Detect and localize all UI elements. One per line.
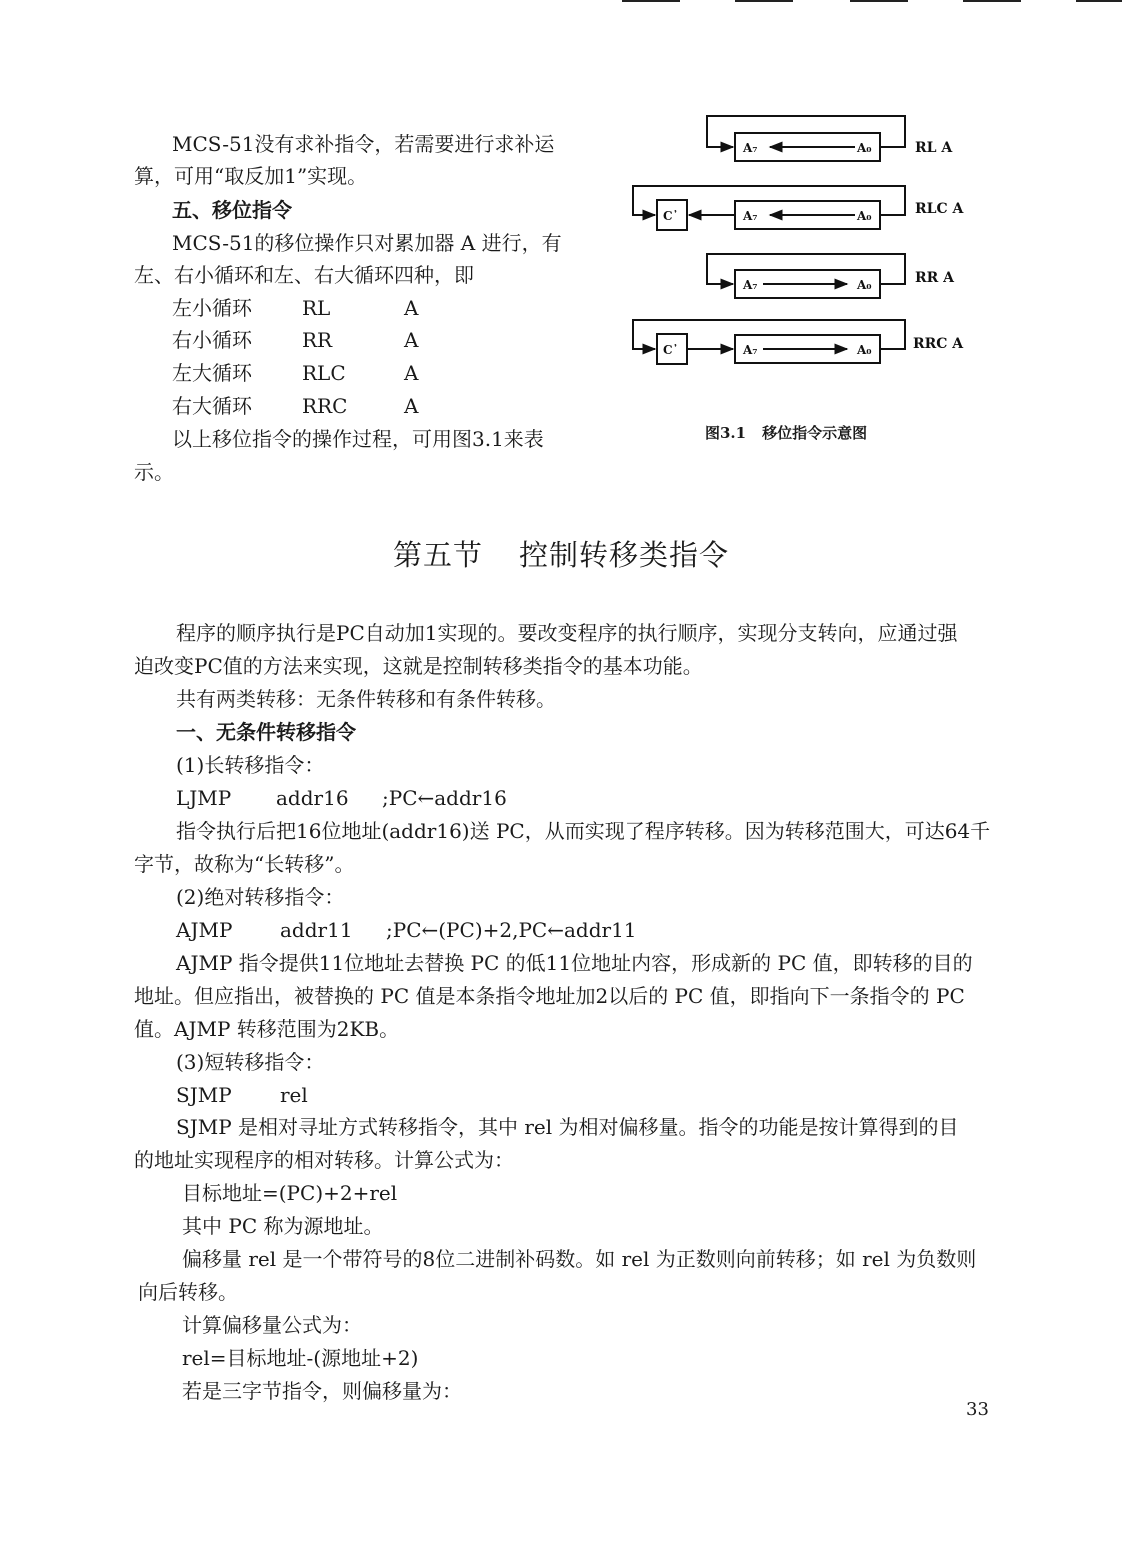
heading-shift-instructions: 五、移位指令 — [172, 198, 292, 222]
ajmp-desc-line2: 地址。但应指出，被替换的 PC 值是本条指令地址加2以后的 PC 值，即指向下一条指令的 PC — [134, 984, 965, 1008]
three-byte-text: 若是三字节指令，则偏移量为： — [182, 1379, 462, 1403]
rr-a7-label: A₇ — [743, 278, 758, 292]
rr-a0-label: A₀ — [857, 278, 872, 292]
shift-name: 右大循环 — [172, 394, 252, 418]
calc-title: 计算偏移量公式为： — [182, 1313, 362, 1337]
code-op: SJMP — [176, 1083, 232, 1107]
rl-loop-arrow — [707, 116, 905, 147]
section-title — [0, 533, 1122, 574]
sjmp-code — [176, 1081, 308, 1109]
rl-a7-label: A₇ — [743, 141, 758, 155]
top-edge-marks — [0, 0, 1122, 6]
ljmp-code — [176, 784, 507, 812]
shift-row-rl — [172, 294, 418, 322]
para-shift-line1: MCS-51的移位操作只对累加器 A 进行，有 — [172, 231, 562, 255]
ljmp-title: (1)长转移指令： — [176, 753, 325, 777]
para-figure-ref-line2: 示。 — [134, 460, 174, 484]
caption-number: 图3.1 — [705, 424, 747, 442]
intro-line2: 迫改变PC值的方法来实现，这就是控制转移类指令的基本功能。 — [134, 654, 703, 678]
shift-name: 右小循环 — [172, 328, 252, 352]
rr-op-label: RR A — [915, 270, 955, 286]
source-note: 其中 PC 称为源地址。 — [182, 1214, 384, 1238]
rrc-a0-label: A₀ — [857, 343, 872, 357]
shift-op: RRC — [302, 394, 348, 418]
code-op: AJMP — [176, 918, 233, 942]
rel-desc-line2: 向后转移。 — [138, 1280, 238, 1304]
formula-target: 目标地址=(PC)+2+rel — [182, 1181, 398, 1205]
code-operand: addr11 — [280, 918, 353, 942]
rlc-carry-label: C᾽ — [663, 209, 679, 223]
rl-op-label: RL A — [915, 140, 953, 156]
caption-text: 移位指令示意图 — [762, 424, 868, 442]
para-complement-line2: 算，可用“取反加1”实现。 — [134, 164, 368, 188]
para-figure-ref-line1: 以上移位指令的操作过程，可用图3.1来表 — [172, 427, 544, 451]
code-op: LJMP — [176, 786, 232, 810]
rel-desc-line1: 偏移量 rel 是一个带符号的8位二进制补码数。如 rel 为正数则向前转移；如 rel 为负数则 — [182, 1247, 977, 1271]
formula-rel: rel=目标地址-(源地址+2) — [182, 1346, 419, 1370]
shift-row-rrc — [172, 392, 418, 420]
rrc-a7-label: A₇ — [743, 343, 758, 357]
ajmp-desc-line3: 值。AJMP 转移范围为2KB。 — [134, 1017, 400, 1041]
rlc-a0-label: A₀ — [857, 209, 872, 223]
heading-unconditional: 一、无条件转移指令 — [176, 720, 356, 744]
sjmp-desc-line1: SJMP 是相对寻址方式转移指令，其中 rel 为相对偏移量。指令的功能是按计算得到的目 — [176, 1115, 959, 1139]
two-types-text: 共有两类转移：无条件转移和有条件转移。 — [176, 687, 556, 711]
code-comment: ;PC←(PC)+2,PC←addr11 — [386, 918, 637, 942]
para-shift-line2: 左、右小循环和左、右大循环四种，即 — [134, 263, 474, 287]
shift-op: RL — [302, 296, 331, 320]
rlc-op-label: RLC A — [915, 201, 964, 217]
shift-op: RLC — [302, 361, 346, 385]
shift-name: 左小循环 — [172, 296, 252, 320]
rl-a0-label: A₀ — [857, 141, 872, 155]
shift-arg: A — [404, 361, 419, 385]
code-operand: rel — [280, 1083, 308, 1107]
shift-arg: A — [404, 328, 419, 352]
shift-op: RR — [302, 328, 333, 352]
code-operand: addr16 — [276, 786, 349, 810]
para-complement-line1: MCS-51没有求补指令，若需要进行求补运 — [172, 132, 555, 156]
code-comment: ;PC←addr16 — [382, 786, 507, 810]
ajmp-desc-line1: AJMP 指令提供11位地址去替换 PC 的低11位地址内容，形成新的 PC 值，即转移的目的 — [176, 951, 973, 975]
shift-diagram — [625, 108, 985, 370]
sjmp-title: (3)短转移指令： — [176, 1050, 325, 1074]
shift-row-rr — [172, 326, 418, 354]
rlc-a7-label: A₇ — [743, 209, 758, 223]
sjmp-desc-line2: 的地址实现程序的相对转移。计算公式为： — [134, 1148, 514, 1172]
page-number: 33 — [966, 1399, 989, 1420]
rrc-carry-label: C᾽ — [663, 343, 679, 357]
ajmp-title: (2)绝对转移指令： — [176, 885, 345, 909]
shift-name: 左大循环 — [172, 361, 252, 385]
ljmp-desc-line2: 字节，故称为“长转移”。 — [134, 852, 355, 876]
shift-arg: A — [404, 394, 419, 418]
shift-row-rlc — [172, 359, 418, 387]
ljmp-desc-line1: 指令执行后把16位地址(addr16)送 PC，从而实现了程序转移。因为转移范围大，可达64千 — [176, 819, 991, 843]
intro-line1: 程序的顺序执行是PC自动加1实现的。要改变程序的执行顺序，实现分支转向，应通过强 — [176, 621, 958, 645]
figure-caption — [705, 422, 867, 443]
ajmp-code — [176, 916, 637, 944]
section-number: 第五节 — [392, 538, 483, 572]
shift-arg: A — [404, 296, 419, 320]
section-name: 控制转移类指令 — [519, 538, 730, 572]
rrc-op-label: RRC A — [913, 336, 964, 352]
